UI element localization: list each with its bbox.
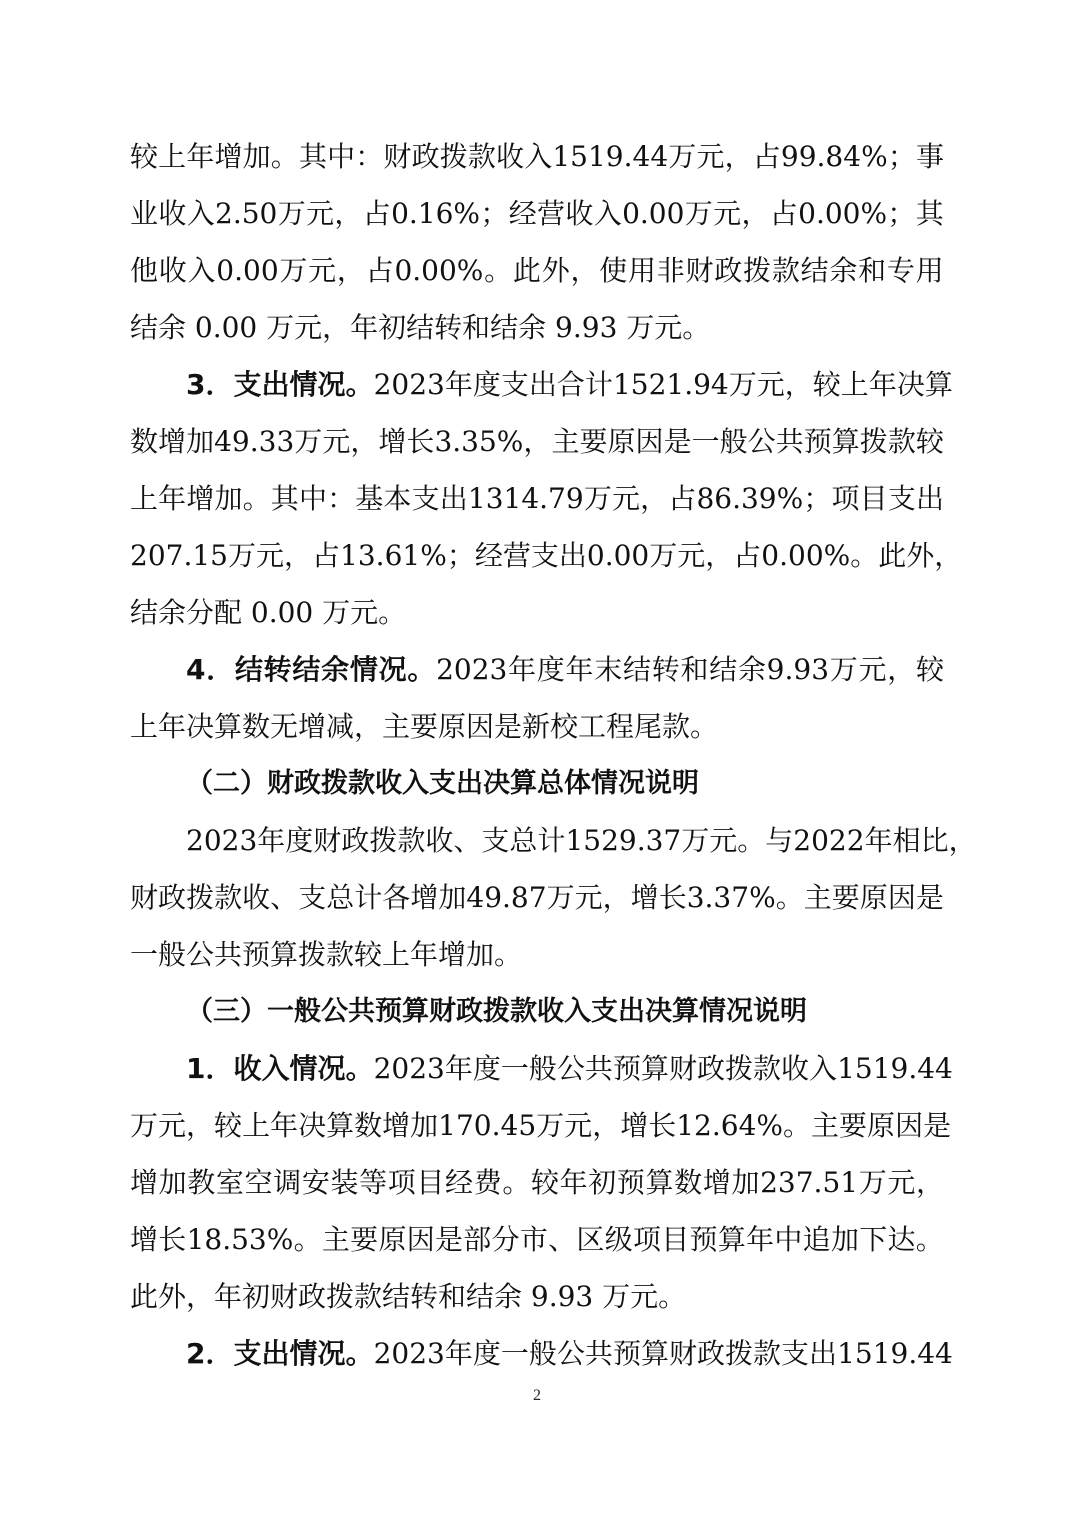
text-line: 较 上 年 增 加 。 其 中 ： 财 政 拨 款 收 入 1519.44 万 元 ， 占 99.84% ； 事 [130, 140, 944, 173]
text-segment: （二）财政拨款收入支出决算总体情况说明 [186, 768, 699, 799]
text-line [130, 584, 944, 641]
text-line: 3 ． 支 出 情 况 。 2023 年 度 支 出 合 计 1521.94 万 元 ， 较 上 年 决 算 [186, 368, 953, 401]
text-line: 2 ． 支 出 情 况 。 2023 年 度 一 般 公 共 预 算 财 政 拨 款 支 出 1519.44 [186, 1337, 953, 1370]
text-segment: 上年决算数无增减，主要原因是新校工程尾款。 [130, 710, 719, 743]
text-line: 业 收 入 2.50 万 元 ， 占 0.16% ； 经 营 收 入 0.00 万 元 ， 占 0.00% ； 其 [130, 197, 944, 230]
text-line: 上 年 增 加 。 其 中 ： 基 本 支 出 1314.79 万 元 ， 占 86.39% ； 项 目 支 出 [130, 482, 944, 515]
text-line [130, 926, 944, 983]
section-heading [130, 755, 944, 812]
text-line: 数 增 加 49.33 万 元 ， 增 长 3.35% ， 主 要 原 因 是 一 般 公 共 预 算 拨 款 较 [130, 425, 944, 458]
page-number: 2 [533, 1387, 541, 1404]
text-segment: （三）一般公共预算财政拨款收入支出决算情况说明 [186, 996, 807, 1027]
text-line: 1 ． 收 入 情 况 。 2023 年 度 一 般 公 共 预 算 财 政 拨 款 收 入 1519.44 [186, 1052, 953, 1085]
text-segment: 一般公共预算拨款较上年增加。 [130, 938, 523, 971]
text-line: 万 元 ， 较 上 年 决 算 数 增 加 170.45 万 元 ， 增 长 12.64% 。 主 要 原 因 是 [130, 1109, 952, 1142]
text-line [130, 1268, 944, 1325]
text-segment: 结余分配 0.00 万元。 [130, 596, 407, 629]
text-segment: 结余 0.00 万元，年初结转和结余 9.93 万元。 [130, 311, 711, 344]
text-line: 增 加 教 室 空 调 安 装 等 项 目 经 费 。 较 年 初 预 算 数 增 加 237.51 万 元 ， [130, 1166, 944, 1199]
text-line [130, 299, 944, 356]
text-line [130, 698, 944, 755]
text-segment: 此外，年初财政拨款结转和结余 9.93 万元。 [130, 1280, 687, 1313]
text-line: 4 ． 结 转 结 余 情 况 。 2023 年 度 年 末 结 转 和 结 余 9.93 万 元 ， 较 [186, 653, 944, 686]
section-heading [130, 983, 944, 1040]
body-text [130, 128, 977, 1382]
text-line: 增 长 18.53% 。 主 要 原 因 是 部 分 市 、 区 级 项 目 预 算 年 中 追 加 下 达 。 [130, 1223, 944, 1256]
text-line: 207.15 万 元 ， 占 13.61% ； 经 营 支 出 0.00 万 元 ， 占 0.00% 。 此 外 ， [130, 539, 963, 572]
text-line: 财 政 拨 款 收 、 支 总 计 各 增 加 49.87 万 元 ， 增 长 3.37% 。 主 要 原 因 是 [130, 881, 944, 914]
text-line: 他 收 入 0.00 万 元 ， 占 0.00% 。 此 外 ， 使 用 非 财 政 拨 款 结 余 和 专 用 [130, 254, 944, 287]
text-line: 2023 年 度 财 政 拨 款 收 、 支 总 计 1529.37 万 元 。 与 2022 年 相 比 ， [186, 824, 977, 857]
